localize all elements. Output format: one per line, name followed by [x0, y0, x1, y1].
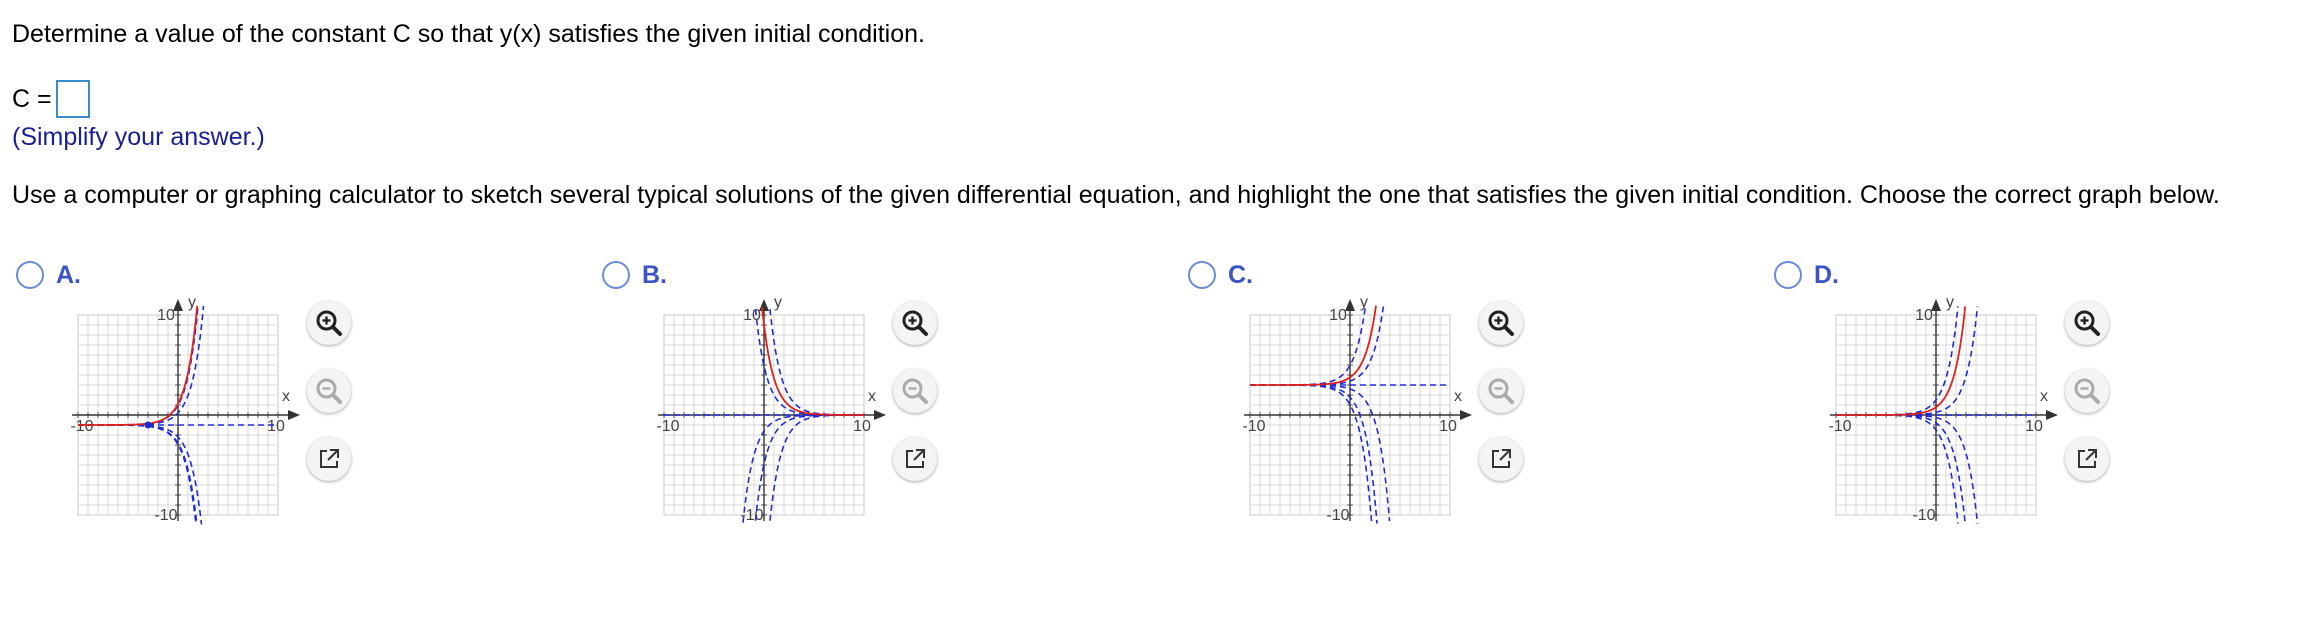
- choice-a-graph: [58, 295, 303, 545]
- zoom-out-icon: [314, 376, 344, 406]
- y-min-label: -10: [740, 507, 764, 524]
- popout-icon: [316, 446, 342, 472]
- choice-d-radio[interactable]: [1774, 261, 1802, 289]
- x-axis-arrow: [1460, 410, 1472, 420]
- popout-icon: [1488, 446, 1514, 472]
- popout-button[interactable]: [2065, 437, 2109, 481]
- answer-label: C =: [12, 85, 52, 113]
- choice-b-letter: B.: [642, 261, 667, 289]
- zoom-out-icon: [1486, 376, 1516, 406]
- y-min-label: -10: [1912, 507, 1936, 524]
- x-axis-label: x: [868, 388, 876, 405]
- x-max-label: 10: [1439, 418, 1457, 435]
- x-axis-arrow: [288, 410, 300, 420]
- choice-a-radio[interactable]: [16, 261, 44, 289]
- zoom-out-button[interactable]: [307, 369, 351, 413]
- popout-icon: [902, 446, 928, 472]
- y-axis-label: y: [774, 295, 782, 311]
- x-min-label: -10: [1242, 418, 1266, 435]
- y-max-label: 10: [743, 307, 761, 324]
- choice-c-graph: [1230, 295, 1475, 545]
- initial-point: [145, 422, 152, 429]
- zoom-in-icon: [900, 308, 930, 338]
- question-prompt: Determine a value of the constant C so that y(x) satisfies the given initial condition.: [12, 20, 925, 48]
- x-axis-label: x: [282, 388, 290, 405]
- zoom-in-icon: [2072, 308, 2102, 338]
- zoom-in-button[interactable]: [307, 301, 351, 345]
- answer-row: [12, 80, 90, 118]
- choice-b-radio[interactable]: [602, 261, 630, 289]
- y-max-label: 10: [157, 307, 175, 324]
- x-min-label: -10: [1828, 418, 1852, 435]
- y-min-label: -10: [1326, 507, 1350, 524]
- x-min-label: -10: [70, 418, 94, 435]
- zoom-in-icon: [314, 308, 344, 338]
- y-max-label: 10: [1329, 307, 1347, 324]
- choice-a-letter: A.: [56, 261, 81, 289]
- y-axis-label: y: [188, 295, 196, 311]
- graph-prompt: Use a computer or graphing calculator to sketch several typical solutions of the given differential equation, and highlight the one that satisfies the given initial condition. Choose the correct graph below.: [12, 181, 2220, 209]
- zoom-out-button[interactable]: [2065, 369, 2109, 413]
- choice-c-letter: C.: [1228, 261, 1253, 289]
- zoom-out-button[interactable]: [1479, 369, 1523, 413]
- zoom-in-icon: [1486, 308, 1516, 338]
- x-axis-label: x: [1454, 388, 1462, 405]
- y-axis-label: y: [1360, 295, 1368, 311]
- choice-d-graph: [1816, 295, 2061, 545]
- y-axis-label: y: [1946, 295, 1954, 311]
- popout-button[interactable]: [307, 437, 351, 481]
- popout-button[interactable]: [1479, 437, 1523, 481]
- choice-d-letter: D.: [1814, 261, 1839, 289]
- zoom-in-button[interactable]: [1479, 301, 1523, 345]
- x-max-label: 10: [853, 418, 871, 435]
- zoom-in-button[interactable]: [2065, 301, 2109, 345]
- zoom-out-button[interactable]: [893, 369, 937, 413]
- zoom-in-button[interactable]: [893, 301, 937, 345]
- zoom-out-icon: [900, 376, 930, 406]
- choice-b: [600, 259, 1160, 549]
- x-max-label: 10: [267, 418, 285, 435]
- x-axis-arrow: [874, 410, 886, 420]
- popout-button[interactable]: [893, 437, 937, 481]
- y-min-label: -10: [154, 507, 178, 524]
- choice-b-graph: [644, 295, 889, 545]
- answer-input[interactable]: [56, 80, 90, 118]
- y-max-label: 10: [1915, 307, 1933, 324]
- choice-c: [1186, 259, 1746, 549]
- x-axis-arrow: [2046, 410, 2058, 420]
- x-max-label: 10: [2025, 418, 2043, 435]
- choice-c-radio[interactable]: [1188, 261, 1216, 289]
- x-axis-label: x: [2040, 388, 2048, 405]
- zoom-out-icon: [2072, 376, 2102, 406]
- simplify-hint: (Simplify your answer.): [12, 123, 265, 151]
- choice-d: [1772, 259, 2318, 549]
- x-min-label: -10: [656, 418, 680, 435]
- popout-icon: [2074, 446, 2100, 472]
- choice-a: [14, 259, 574, 549]
